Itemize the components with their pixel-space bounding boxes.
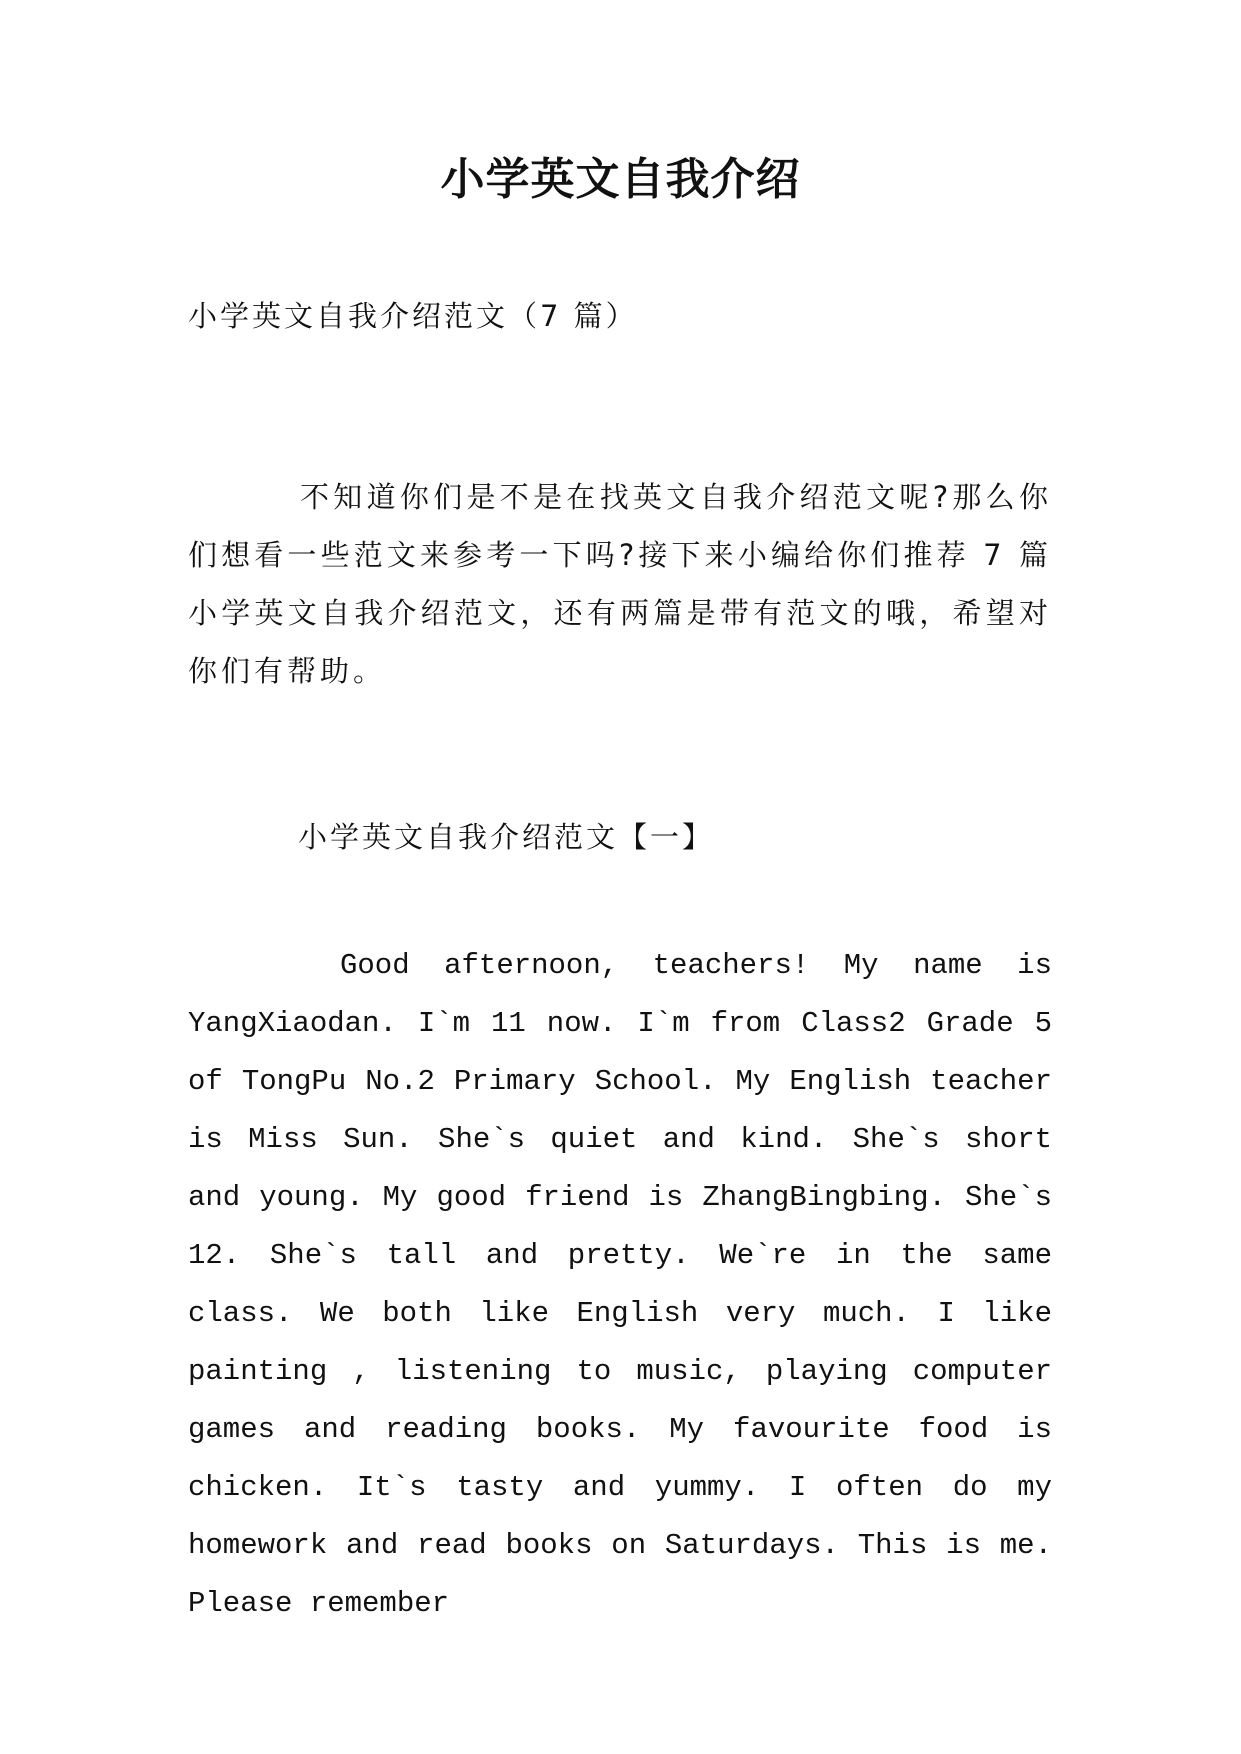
document-subtitle: 小学英文自我介绍范文（7 篇） [188, 299, 638, 333]
document-title: 小学英文自我介绍 [440, 154, 801, 205]
intro-paragraph: 不知道你们是不是在找英文自我介绍范文呢?那么你们想看一些范文来参考一下吗?接下来小编给你们推荐 7 篇小学英文自我介绍范文，还有两篇是带有范文的哦，希望对你们有帮助。 [188, 480, 1052, 688]
section-heading: 小学英文自我介绍范文【一】 [298, 820, 715, 854]
essay-paragraph: Good afternoon, teachers! My name is YangXiaodan. I`m 11 now. I`m from Class2 Grade 5 of TongPu No.2 Primary School. My English teacher is Miss Sun. She`s quiet and kind. She`s short and young. My good friend is ZhangBingbing. She`s 12. She`s tall and pretty. We`re in the same class. We both like English very much. I like painting , listening to music, playing computer games and reading books. My favourite food is chicken. It`s tasty and yummy. I often do my homework and read books on Saturdays. This is me. Please remember [188, 949, 1052, 1620]
